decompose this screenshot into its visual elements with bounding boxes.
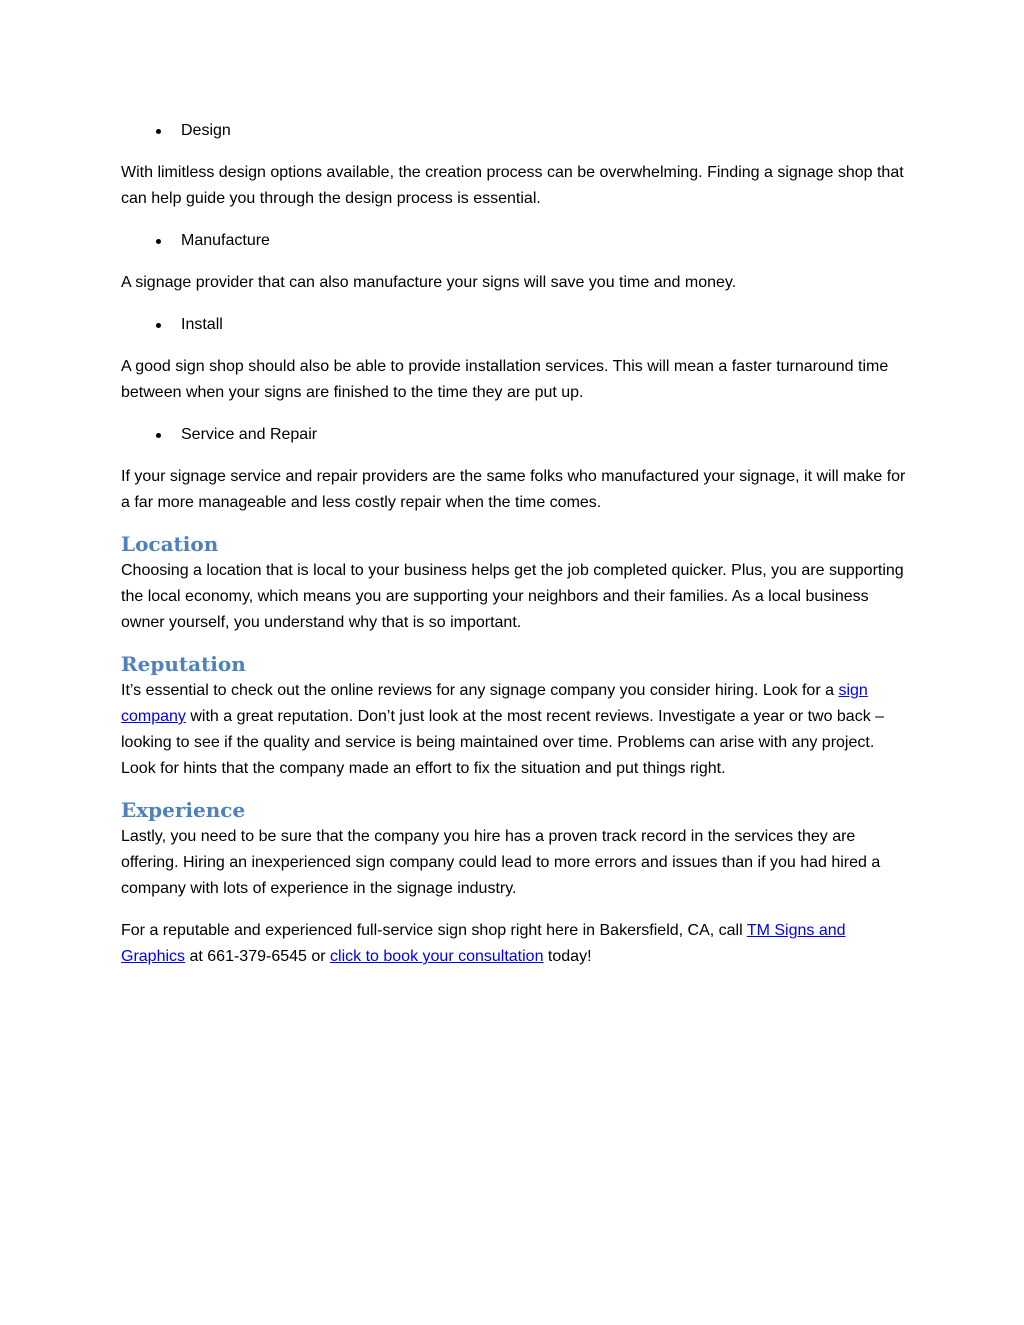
heading-reputation: Reputation bbox=[121, 652, 246, 676]
bullet-label: Install bbox=[181, 316, 223, 333]
bullet-item-manufacture bbox=[121, 228, 911, 254]
sign-company-link[interactable]: sign company bbox=[121, 682, 868, 725]
bullet-dot-icon bbox=[156, 433, 161, 438]
bullet-item-design bbox=[121, 118, 911, 144]
bullet-dot-icon bbox=[156, 239, 161, 244]
reputation-text-after: with a great reputation. Don’t just look at the most recent reviews. Investigate a year or two back – looking to see if the quality and service is being maintained over time. Problems can arise with any project. Look for hints that the company made an effort to fix the situation and put things right. bbox=[121, 708, 885, 777]
bullet-label: Manufacture bbox=[181, 232, 270, 249]
paragraph-manufacture: A signage provider that can also manufacture your signs will save you time and money. bbox=[121, 274, 737, 291]
bullet-item-install bbox=[121, 312, 911, 338]
paragraph-location: Choosing a location that is local to your business helps get the job completed quicker. Plus, you are supporting the local economy, which means you are supporting your neighbors and their families. As a local business owner yourself, you understand why that is so important. bbox=[121, 562, 904, 631]
paragraph-closing bbox=[121, 918, 911, 970]
bullet-label: Service and Repair bbox=[181, 426, 318, 443]
paragraph-design: With limitless design options available, the creation process can be overwhelming. Finding a signage shop that can help guide you through the design process is essential. bbox=[121, 164, 904, 207]
closing-text-2: at 661-379-6545 or bbox=[185, 948, 331, 965]
tm-signs-link[interactable]: TM Signs and Graphics bbox=[121, 922, 846, 965]
closing-text-3: today! bbox=[543, 948, 592, 965]
document-page bbox=[121, 118, 911, 986]
book-consultation-link[interactable]: click to book your consultation bbox=[330, 948, 544, 965]
bullet-label: Design bbox=[181, 122, 231, 139]
paragraph-install: A good sign shop should also be able to provide installation services. This will mean a faster turnaround time between when your signs are finished to the time they are put up. bbox=[121, 358, 889, 401]
heading-experience: Experience bbox=[121, 798, 246, 822]
paragraph-reputation bbox=[121, 678, 911, 782]
reputation-text-before: It’s essential to check out the online reviews for any signage company you consider hiring. Look for a bbox=[121, 682, 839, 699]
bullet-item-service bbox=[121, 422, 911, 448]
paragraph-service: If your signage service and repair providers are the same folks who manufactured your signage, it will make for a far more manageable and less costly repair when the time comes. bbox=[121, 468, 906, 511]
bullet-dot-icon bbox=[156, 323, 161, 328]
bullet-dot-icon bbox=[156, 129, 161, 134]
paragraph-experience: Lastly, you need to be sure that the company you hire has a proven track record in the services they are offering. Hiring an inexperienced sign company could lead to more errors and issues than if you had hired a company with lots of experience in the signage industry. bbox=[121, 828, 881, 897]
heading-location: Location bbox=[121, 532, 219, 556]
closing-text-1: For a reputable and experienced full-service sign shop right here in Bakersfield, CA, call bbox=[121, 922, 747, 939]
